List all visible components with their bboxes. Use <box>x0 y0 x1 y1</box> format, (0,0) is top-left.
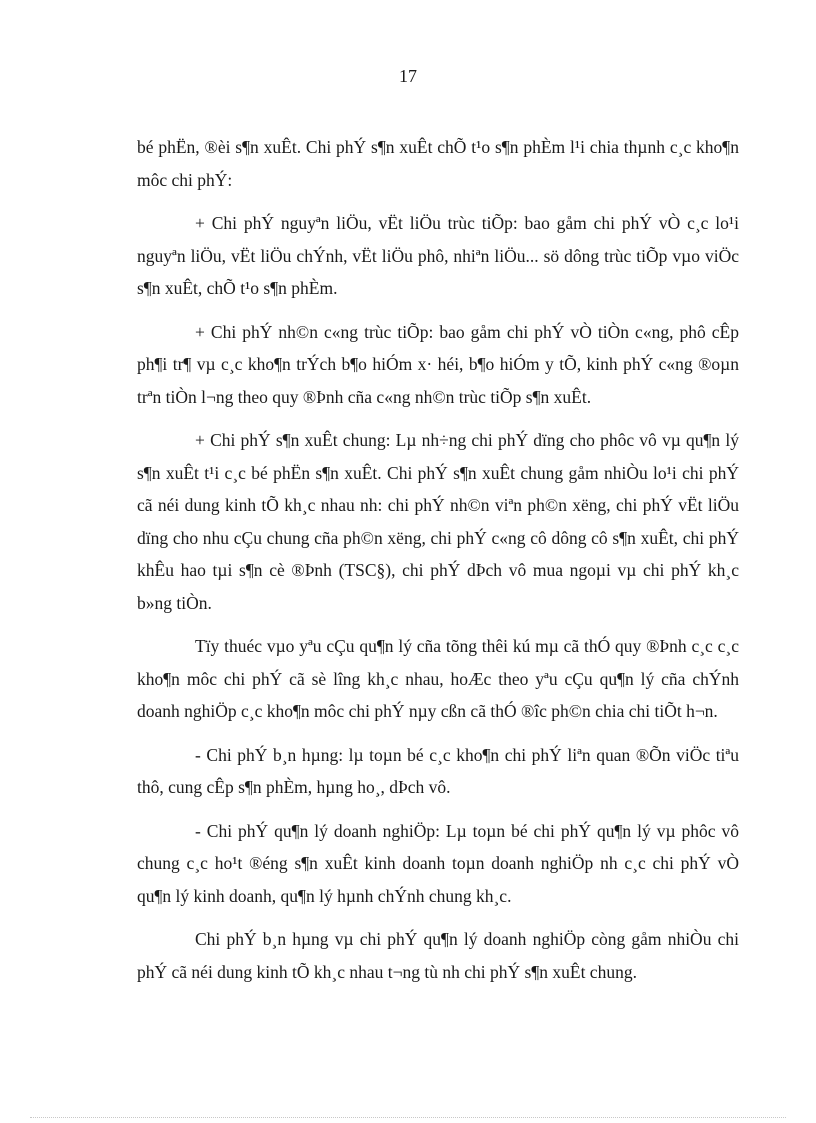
paragraph-5: Tïy thuéc vµo yªu cÇu qu¶n lý cña tõng thêi kú mµ cã thÓ quy ®Þnh c¸c c¸c kho¶n môc chi phÝ cã sè lîng kh¸c nhau, hoÆc theo yªu cÇu qu¶n lý cña chÝnh doanh nghiÖp c¸c kho¶n môc chi phÝ nµy cßn cã thÓ ®îc ph©n chia chi tiÕt h¬n. <box>137 636 739 721</box>
page-body <box>137 131 739 999</box>
paragraph-2: + Chi phÝ nguyªn liÖu, vËt liÖu trùc tiÕp: bao gåm chi phÝ vÒ c¸c lo¹i nguyªn liÖu, vËt liÖu chÝnh, vËt liÖu phô, nhiªn liÖu... sö dông trùc tiÕp vµo viÖc s¶n xuÊt, chÕ t¹o s¶n phÈm. <box>137 213 739 298</box>
footer-divider <box>30 1117 786 1118</box>
paragraph-8: Chi phÝ b¸n hµng vµ chi phÝ qu¶n lý doanh nghiÖp còng gåm nhiÒu chi phÝ cã néi dung kinh tÕ kh¸c nhau t¬ng tù nh chi phÝ s¶n xuÊt chung. <box>137 929 739 982</box>
paragraph-7: - Chi phÝ qu¶n lý doanh nghiÖp: Lµ toµn bé chi phÝ qu¶n lý vµ phôc vô chung c¸c ho¹t ®éng s¶n xuÊt kinh doanh toµn doanh nghiÖp nh c¸c chi phÝ vÒ qu¶n lý kinh doanh, qu¶n lý hµnh chÝnh chung kh¸c. <box>137 820 739 906</box>
page-number: 17 <box>399 66 417 86</box>
paragraph-3: + Chi phÝ nh©n c«ng trùc tiÕp: bao gåm chi phÝ vÒ tiÒn c«ng, phô cÊp ph¶i tr¶ vµ c¸c kho¶n trÝch b¶o hiÓm x· héi, b¶o hiÓm y tÕ, kinh phÝ c«ng ®oµn trªn tiÒn l¬ng theo quy ®Þnh cña c«ng nh©n trùc tiÕp s¶n xuÊt. <box>137 321 739 407</box>
paragraph-4: + Chi phÝ s¶n xuÊt chung: Lµ nh÷ng chi phÝ dïng cho phôc vô vµ qu¶n lý s¶n xuÊt t¹i c¸c bé phËn s¶n xuÊt. Chi phÝ s¶n xuÊt chung gåm nhiÒu lo¹i chi phÝ cã néi dung kinh tÕ kh¸c nhau nh: chi phÝ nh©n viªn ph©n xëng, chi phÝ vËt liÖu dïng cho nhu cÇu chung cña ph©n xëng, chi phÝ c«ng cô dông cô s¶n xuÊt, chi phÝ khÊu hao tµi s¶n cè ®Þnh (TSC§), chi phÝ dÞch vô mua ngoµi vµ chi phÝ kh¸c b»ng tiÒn. <box>137 430 739 613</box>
paragraph-1: bé phËn, ®èi s¶n xuÊt. Chi phÝ s¶n xuÊt chÕ t¹o s¶n phÈm l¹i chia thµnh c¸c kho¶n môc chi phÝ: <box>137 137 739 190</box>
paragraph-6: - Chi phÝ b¸n hµng: lµ toµn bé c¸c kho¶n chi phÝ liªn quan ®Õn viÖc tiªu thô, cung cÊp s¶n phÈm, hµng ho¸, dÞch vô. <box>137 744 739 797</box>
